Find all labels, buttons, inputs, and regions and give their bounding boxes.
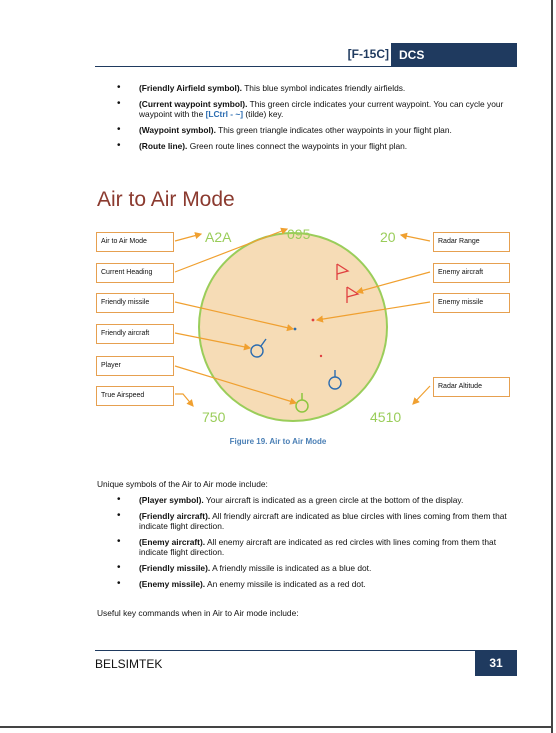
label-radar-altitude: Radar Altitude (433, 377, 510, 397)
friendly-missile-icon (294, 328, 297, 331)
header-module: [F-15C] (347, 47, 389, 61)
enemy-missile-icon (312, 319, 315, 322)
list-item: • (Waypoint symbol). This green triangle indicates other waypoints in your flight plan. (117, 125, 517, 135)
outro-text: Useful key commands when in Air to Air mode include: (97, 608, 299, 618)
page-footer (95, 650, 517, 676)
intro-text: Unique symbols of the Air to Air mode include: (97, 479, 268, 489)
list-item: • (Friendly Airfield symbol). This blue symbol indicates friendly airfields. (117, 83, 517, 93)
page-number: 31 (475, 650, 517, 676)
header-product-box (391, 43, 517, 67)
page-header (95, 43, 517, 67)
label-current-heading: Current Heading (96, 263, 174, 283)
air-to-air-diagram (95, 222, 525, 437)
range-readout: 20 (380, 229, 396, 245)
header-product: DCS (399, 48, 425, 62)
list-item: • (Route line). Green route lines connect the waypoints in your flight plan. (117, 141, 517, 151)
enemy-missile-icon (320, 355, 322, 357)
label-enemy-aircraft: Enemy aircraft (433, 263, 510, 283)
figure-caption: Figure 19. Air to Air Mode (229, 437, 327, 446)
bottom-bullet-list (117, 495, 517, 595)
section-title: Air to Air Mode (97, 188, 235, 211)
list-item: • (Enemy missile). An enemy missile is indicated as a red dot. (117, 579, 517, 589)
airspeed-readout: 750 (202, 409, 226, 425)
label-friendly-aircraft: Friendly aircraft (96, 324, 174, 344)
header-rule (95, 66, 517, 67)
list-item: • (Player symbol). Your aircraft is indicated as a green circle at the bottom of the display. (117, 495, 517, 505)
label-enemy-missile: Enemy missile (433, 293, 510, 313)
list-item: • (Current waypoint symbol). This green circle indicates your current waypoint. You can cycle your waypoint with the [LCtrl - ~] (tilde) key. (117, 99, 517, 119)
list-item: • (Friendly aircraft). All friendly aircraft are indicated as blue circles with lines coming from them that indicate flight direction. (117, 511, 517, 531)
page-frame-right (551, 0, 553, 733)
heading-readout: 095 (287, 226, 311, 242)
mode-readout: A2A (205, 229, 232, 245)
key-binding: [LCtrl - ~] (205, 109, 244, 119)
list-item: • (Enemy aircraft). All enemy aircraft are indicated as red circles with lines coming from them that indicate flight direction. (117, 537, 517, 557)
label-radar-range: Radar Range (433, 232, 510, 252)
page-frame-bottom (0, 726, 553, 728)
top-bullet-list (117, 83, 517, 157)
label-friendly-missile: Friendly missile (96, 293, 174, 313)
label-air-to-air-mode: Air to Air Mode (96, 232, 174, 252)
label-true-airspeed: True Airspeed (96, 386, 174, 406)
footer-brand: BELSIMTEK (95, 657, 163, 671)
footer-rule (95, 650, 517, 651)
altitude-readout: 4510 (370, 409, 402, 425)
label-player: Player (96, 356, 174, 376)
radar-display (199, 233, 387, 421)
list-item: • (Friendly missile). A friendly missile is indicated as a blue dot. (117, 563, 517, 573)
